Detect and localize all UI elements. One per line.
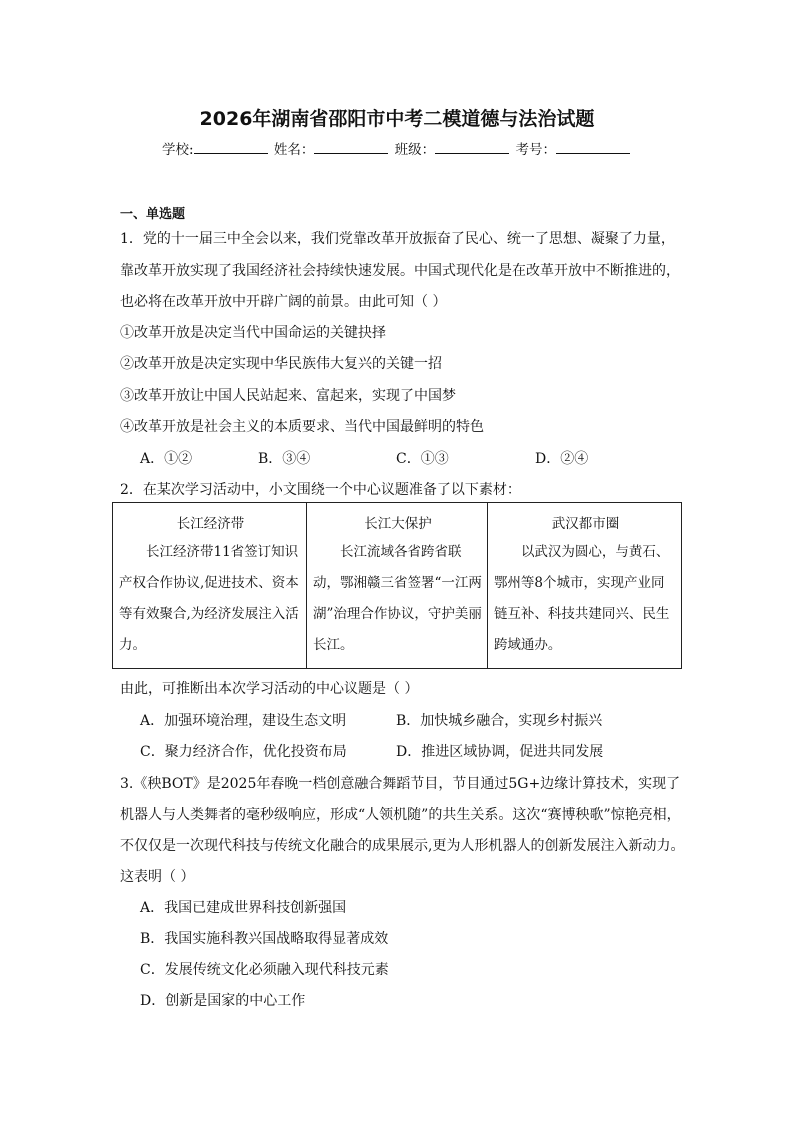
q3-stem-line: 3.《秧BOT》是2025年春晚一档创意融合舞蹈节目，节目通过5G+边缘计算技术，实现了 xyxy=(120,776,681,792)
material-cell xyxy=(487,503,681,669)
page-title: 2026年湖南省邵阳市中考二模道德与法治试题 xyxy=(199,108,595,130)
material-title: 武汉都市圈 xyxy=(551,516,620,532)
q2-option-a[interactable]: A．加强环境治理，建设生态文明 xyxy=(140,713,347,729)
class-label: 班级： xyxy=(394,142,436,158)
q2-materials-table xyxy=(112,502,682,669)
q3-option-c[interactable]: C．发展传统文化必须融入现代科技元素 xyxy=(140,962,389,978)
q2-question: 由此，可推断出本次学习活动的中心议题是（ ） xyxy=(120,681,419,697)
school-label: 学校: xyxy=(162,142,194,158)
q1-stem-line: 靠改革开放实现了我国经济社会持续快速发展。中国式现代化是在改革开放中不断推进的， xyxy=(120,263,680,279)
q2-stem: 2．在某次学习活动中，小文围绕一个中心议题准备了以下素材： xyxy=(120,482,521,498)
q1-option-a[interactable]: A．①② xyxy=(140,451,193,467)
q1-statement: ④改革开放是社会主义的本质要求、当代中国最鲜明的特色 xyxy=(120,419,484,435)
q1-statement: ②改革开放是决定实现中华民族伟大复兴的关键一招 xyxy=(120,356,442,372)
material-body: 长江经济带11省签订知识产权合作协议,促进技术、资本等有效聚合,为经济发展注入活力。 xyxy=(119,544,299,653)
student-info-line xyxy=(0,138,794,158)
class-blank[interactable] xyxy=(435,141,509,154)
q1-statement: ①改革开放是决定当代中国命运的关键抉择 xyxy=(120,325,386,341)
q1-stem-line: 也必将在改革开放中开辟广阔的前景。由此可知（ ） xyxy=(120,294,447,310)
school-blank[interactable] xyxy=(194,141,268,154)
material-body: 以武汉为圆心，与黄石、鄂州等8个城市，实现产业同链互补、科技共建同兴、民生跨域通办。 xyxy=(493,544,670,653)
q3-stem-line: 这表明（ ） xyxy=(120,869,195,885)
section-heading: 一、单选题 xyxy=(120,207,186,222)
q3-option-d[interactable]: D．创新是国家的中心工作 xyxy=(140,993,306,1009)
q3-stem-line: 不仅仅是一次现代科技与传统文化融合的成果展示,更为人形机器人的创新发展注入新动力。 xyxy=(120,838,685,854)
material-cell xyxy=(307,503,488,669)
q1-option-c[interactable]: C．①③ xyxy=(396,451,449,467)
q1-stem-line: 1．党的十一届三中全会以来，我们党靠改革开放振奋了民心、统一了思想、凝聚了力量， xyxy=(120,231,675,247)
material-body: 长江流域各省跨省联动，鄂湘赣三省签署“一江两湖”治理合作协议，守护美丽长江。 xyxy=(313,544,482,653)
q1-option-b[interactable]: B．③④ xyxy=(258,451,311,467)
q3-option-b[interactable]: B．我国实施科教兴国战略取得显著成效 xyxy=(140,931,389,947)
id-blank[interactable] xyxy=(556,141,630,154)
q2-option-c[interactable]: C．聚力经济合作，优化投资布局 xyxy=(140,744,347,760)
id-label: 考号： xyxy=(515,142,556,158)
q1-statement: ③改革开放让中国人民站起来、富起来，实现了中国梦 xyxy=(120,388,456,404)
material-cell xyxy=(113,503,307,669)
name-label: 姓名： xyxy=(273,142,315,158)
q1-option-d[interactable]: D．②④ xyxy=(535,451,589,467)
q2-option-b[interactable]: B．加快城乡融合，实现乡村振兴 xyxy=(396,713,603,729)
material-title: 长江大保护 xyxy=(364,516,432,532)
material-title: 长江经济带 xyxy=(176,516,245,532)
q2-option-d[interactable]: D．推进区域协调，促进共同发展 xyxy=(396,744,604,760)
q3-option-a[interactable]: A．我国已建成世界科技创新强国 xyxy=(140,900,347,916)
q3-stem-line: 机器人与人类舞者的毫秒级响应，形成“人领机随”的共生关系。这次“赛博秧歌”惊艳亮相， xyxy=(120,807,681,823)
name-blank[interactable] xyxy=(314,141,388,154)
